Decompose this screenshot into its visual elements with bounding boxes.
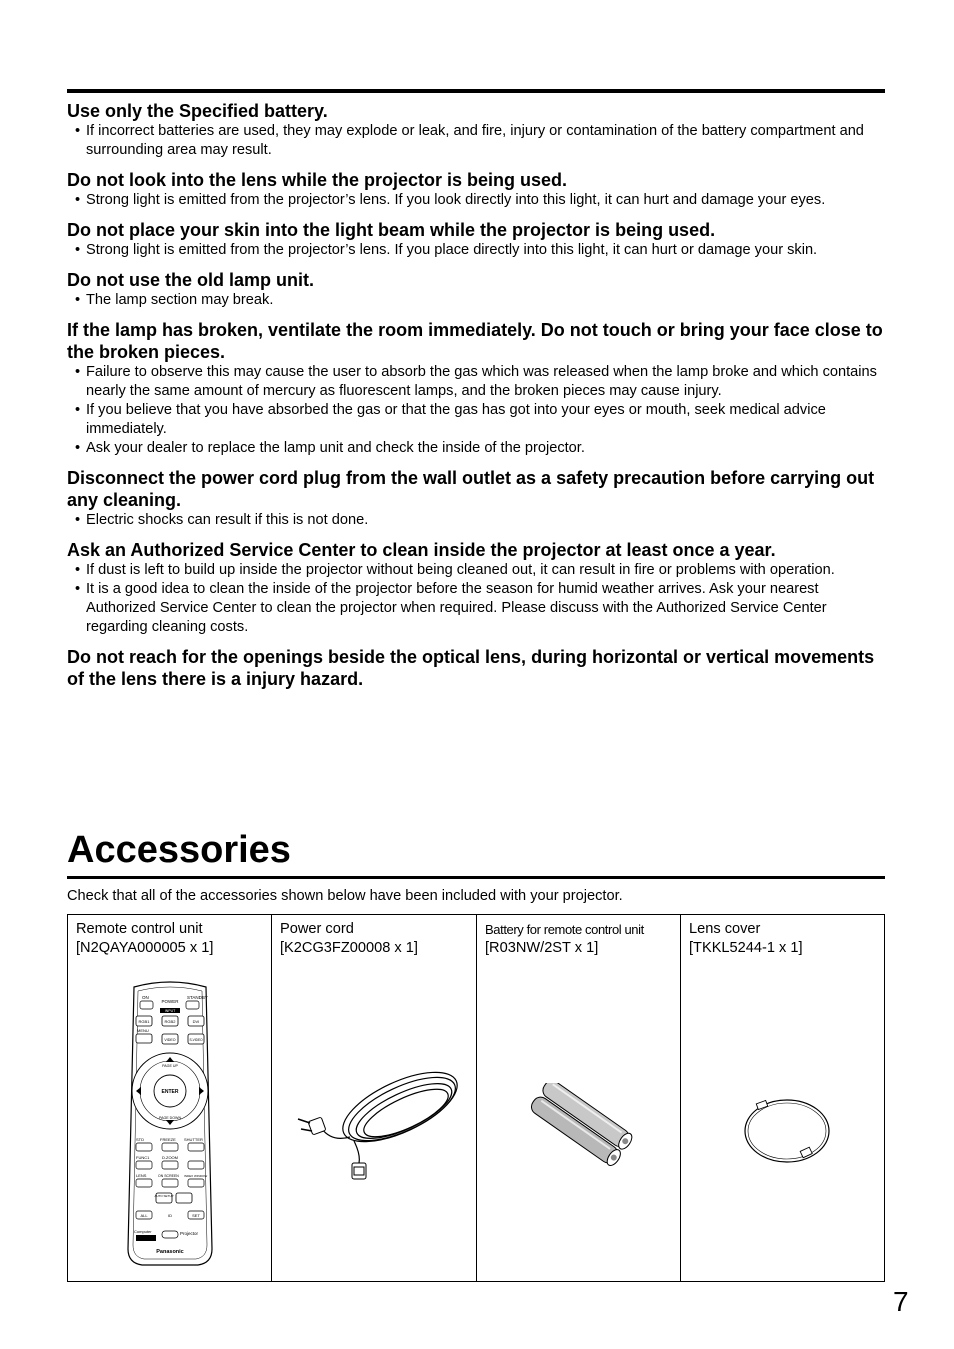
warning-bullet: • It is a good idea to clean the inside of the projector before the season for humid weather arrives. Ask your nearest Authorized Service Center to clean the projector when required. Please discuss with the Authorized Service Center regarding cleaning costs. <box>67 580 885 637</box>
accessories-table <box>67 914 885 1282</box>
remote-label-menu: MENU <box>137 1028 149 1033</box>
page-number: 7 <box>893 1286 909 1317</box>
warning-lens <box>67 169 885 210</box>
warning-bullet: • The lamp section may break. <box>67 291 885 310</box>
warning-heading: Do not use the old lamp unit. <box>67 270 314 290</box>
remote-label-on: ON <box>142 995 149 1000</box>
remote-label-svideo: S-VIDEO <box>189 1038 203 1042</box>
warning-bullet: • If incorrect batteries are used, they may explode or leak, and fire, injury or contamination of the battery compartment and surrounding area may result. <box>67 122 885 160</box>
remote-label-rgb1: RGB1 <box>138 1019 150 1024</box>
accessory-code: [N2QAYA000005 x 1] <box>76 940 214 956</box>
remote-label-auto-setup: AUTO SETUP <box>154 1194 174 1198</box>
accessory-code: [R03NW/2ST x 1] <box>485 940 599 956</box>
warning-heading: Ask an Authorized Service Center to clean inside the projector at least once a year. <box>67 540 776 560</box>
accessories-intro: Check that all of the accessories shown below have been included with your projector. <box>67 888 623 904</box>
remote-label-shutter: SHUTTER <box>184 1137 203 1142</box>
remote-label-power: POWER <box>161 999 179 1004</box>
warning-openings <box>67 646 885 690</box>
warning-light-beam <box>67 219 885 260</box>
remote-label-page-down: PAGE DOWN <box>158 1116 182 1120</box>
accessory-name: Remote control unit <box>76 921 203 937</box>
warning-bullet: • Strong light is emitted from the projector’s lens. If you look directly into this light, it can hurt and damage your eyes. <box>67 191 885 210</box>
remote-control-illustration <box>126 979 214 1269</box>
warning-bullet: • Ask your dealer to replace the lamp unit and check the inside of the projector. <box>67 439 885 458</box>
warning-heading: Disconnect the power cord plug from the wall outlet as a safety precaution before carrying out any cleaning. <box>67 468 875 510</box>
power-cord-illustration <box>292 1067 472 1187</box>
warning-bullet: • If you believe that you have absorbed the gas or that the gas has got into your eyes or mouth, seek medical advice immediately. <box>67 401 885 439</box>
remote-label-on-screen: ON SCREEN <box>158 1174 179 1178</box>
remote-label-rgb2: RGB2 <box>164 1019 176 1024</box>
warning-heading: Use only the Specified battery. <box>67 101 328 121</box>
remote-label-freeze: FREEZE <box>160 1137 176 1142</box>
warning-disconnect <box>67 467 885 530</box>
warning-heading: Do not place your skin into the light beam while the projector is being used. <box>67 220 716 240</box>
remote-label-dvi: DVI <box>192 1019 200 1024</box>
remote-label-lens: LENS <box>136 1173 147 1178</box>
accessory-cell-remote <box>68 915 272 1281</box>
remote-label-dzoom: D.ZOOM <box>162 1155 178 1160</box>
warning-service-center <box>67 539 885 637</box>
remote-label-index-window: INDEX WINDOW <box>184 1174 208 1178</box>
accessory-code: [K2CG3FZ00008 x 1] <box>280 940 418 956</box>
accessory-name: Power cord <box>280 921 354 937</box>
remote-label-brand: Panasonic <box>156 1249 184 1255</box>
remote-label-all: ALL <box>140 1213 148 1218</box>
warning-bullet: • Strong light is emitted from the projector’s lens. If you place directly into this light, it can hurt or damage your skin. <box>67 241 885 260</box>
warning-old-lamp <box>67 269 885 310</box>
battery-illustration <box>517 1083 647 1173</box>
accessory-cell-battery <box>477 915 681 1281</box>
warning-battery <box>67 100 885 160</box>
remote-label-set: SET <box>192 1213 200 1218</box>
warnings-section <box>67 100 885 699</box>
warning-heading: If the lamp has broken, ventilate the room immediately. Do not touch or bring your face close to the broken pieces. <box>67 320 883 362</box>
accessory-cell-power-cord <box>272 915 477 1281</box>
warning-bullet: • If dust is left to build up inside the projector without being cleaned out, it can result in fire or problems with operation. <box>67 561 885 580</box>
remote-label-enter: ENTER <box>161 1089 179 1095</box>
top-rule <box>67 89 885 93</box>
remote-label-input: INPUT <box>164 1009 176 1013</box>
accessories-title: Accessories <box>67 829 291 871</box>
accessory-name: Battery for remote control unit <box>485 922 644 937</box>
warning-heading: Do not look into the lens while the projector is being used. <box>67 170 568 190</box>
remote-label-id: ID <box>168 1213 172 1218</box>
remote-label-func1: FUNC1 <box>136 1155 150 1160</box>
lens-cover-illustration <box>737 1091 837 1171</box>
remote-label-projector: Projector <box>180 1231 199 1236</box>
accessory-name: Lens cover <box>689 921 761 937</box>
remote-label-standby: STANDBY <box>187 995 208 1000</box>
accessories-rule <box>67 876 885 879</box>
warning-broken-lamp <box>67 319 885 458</box>
remote-label-std: STD <box>136 1137 144 1142</box>
remote-label-video: VIDEO <box>164 1038 176 1042</box>
remote-label-page-up: PAGE UP <box>162 1064 178 1068</box>
warning-heading: Do not reach for the openings beside the optical lens, during horizontal or vertical movements of the lens there is a injury hazard. <box>67 647 875 689</box>
remote-label-computer: Computer <box>134 1229 152 1234</box>
accessory-code: [TKKL5244-1 x 1] <box>689 940 803 956</box>
accessory-cell-lens-cover <box>681 915 884 1281</box>
warning-bullet: • Failure to observe this may cause the user to absorb the gas which was released when the lamp broke and which contains nearly the same amount of mercury as fluorescent lamps, and the broken pieces may cause injury. <box>67 363 885 401</box>
warning-bullet: • Electric shocks can result if this is not done. <box>67 511 885 530</box>
